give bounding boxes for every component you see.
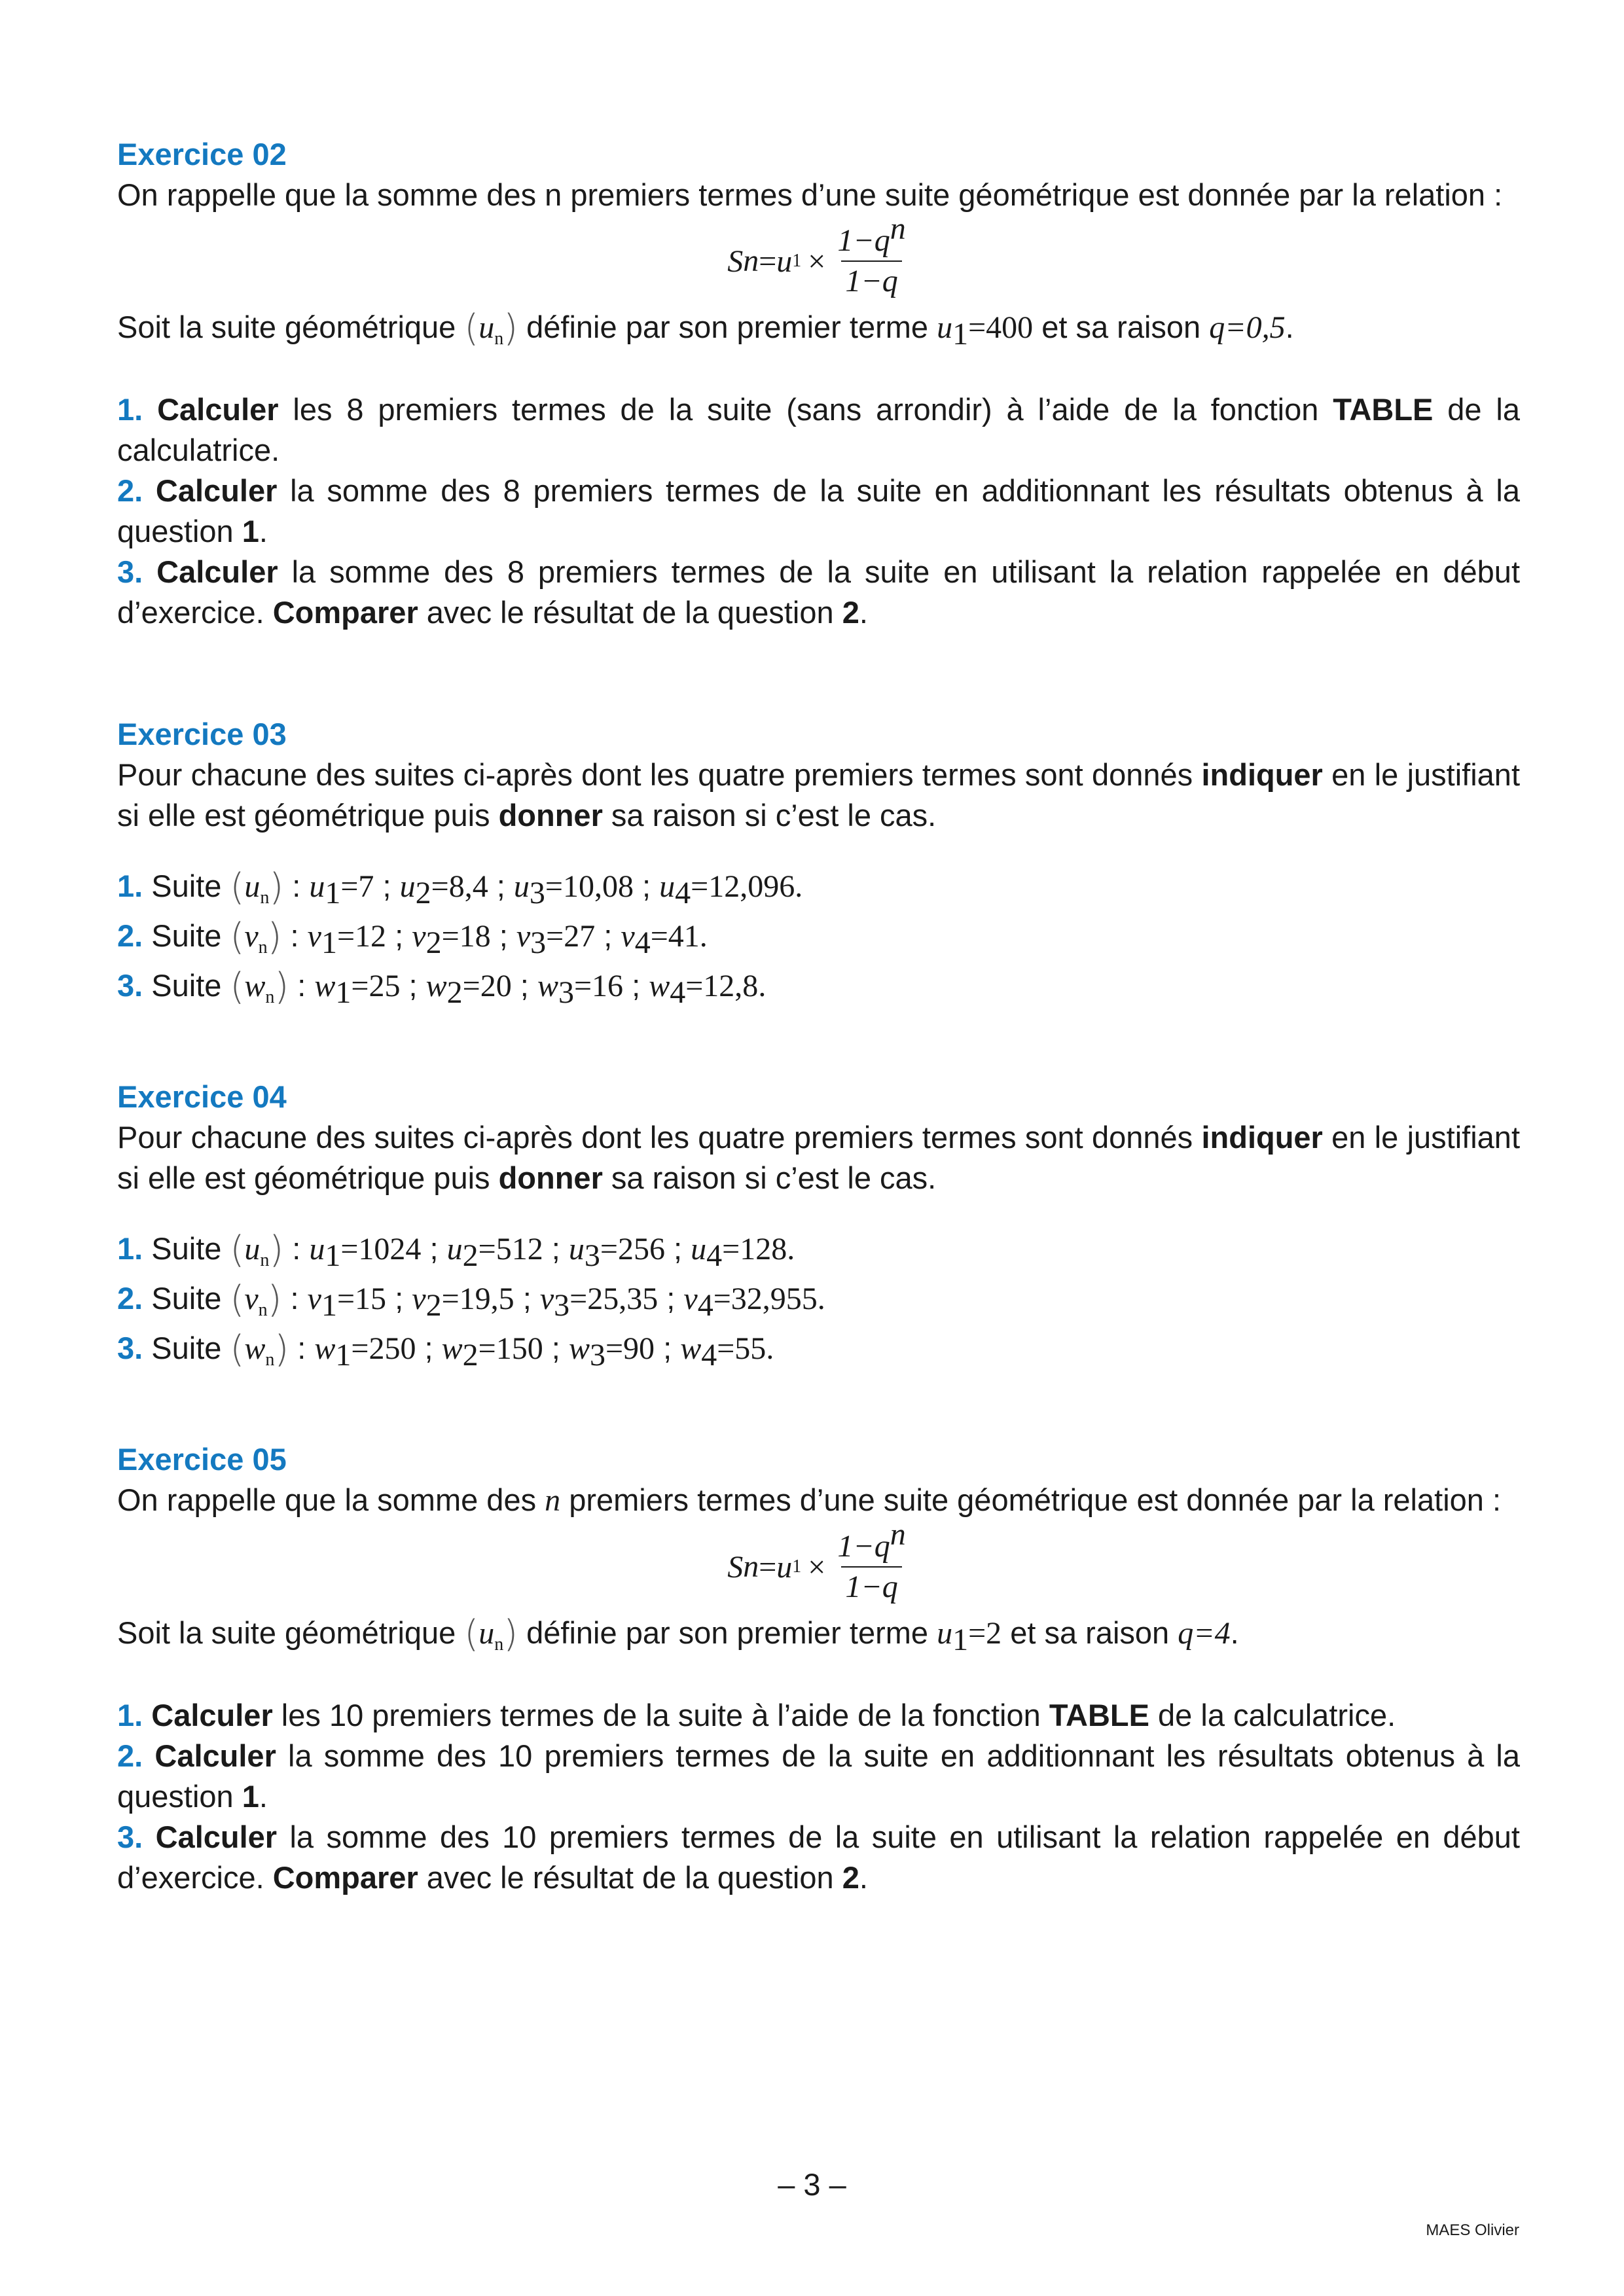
item-number: 1. bbox=[117, 869, 152, 903]
sequence-term: $u_4=12,096$ bbox=[659, 869, 795, 910]
sequence-item: 3. Suite $(w_n)$ : $w_1=25$ ; $w_2=20$ ; $w_3=16$ ; $w_4=12,8$. bbox=[117, 965, 767, 1010]
question-2: 2. Calculer la somme des 8 premiers termes de la suite en additionnant les résultats obtenus à la question 1. bbox=[117, 473, 1520, 548]
item-label: Suite bbox=[151, 1231, 230, 1266]
question-1: 1. Calculer les 8 premiers termes de la suite (sans arrondir) à l’aide de la fonction TABLE de la calculatrice. bbox=[117, 392, 1520, 467]
sequence-term: $w_3=16$ bbox=[537, 969, 624, 1010]
item-label: Suite bbox=[151, 918, 230, 953]
fraction: $\frac{1-q^n}{1-q}$ bbox=[837, 211, 906, 298]
sequence-definition: Soit la suite géométrique $(u_n)$ définie par son premier terme $u_1=400$ et sa raison q=0,5. bbox=[117, 307, 1294, 351]
exercise-intro: On rappelle que la somme des n premiers termes d’une suite géométrique est donnée par la relation : bbox=[117, 177, 1503, 212]
item-label: Suite bbox=[151, 1331, 230, 1365]
sequence-symbol: $u_n$ bbox=[244, 869, 270, 908]
sequence-list bbox=[117, 862, 1520, 1011]
sequence-item: 2. Suite $(v_n)$ : $v_1=12$ ; $v_2=18$ ; $v_3=27$ ; $v_4=41$. bbox=[117, 916, 708, 960]
sequence-symbol: $w_n$ bbox=[244, 969, 275, 1007]
item-number: 2. bbox=[117, 918, 152, 953]
sequence-term: $u_4=128$ bbox=[691, 1232, 787, 1273]
sequence-term: $v_3=25,35$ bbox=[539, 1282, 659, 1323]
item-label: Suite bbox=[151, 968, 230, 1003]
question-3: 3. Calculer la somme des 8 premiers termes de la suite en utilisant la relation rappelée en début d’exercice. Comparer avec le résultat de la question 2. bbox=[117, 554, 1521, 630]
sum-formula: S n = u 1 × $\frac{1-q^n}{1-q}$ bbox=[117, 215, 1520, 307]
sum-formula: S n = u 1 × $\frac{1-q^n}{1-q}$ bbox=[117, 1521, 1520, 1613]
fraction: $\frac{1-q^n}{1-q}$ bbox=[837, 1517, 906, 1604]
exercise-intro: Pour chacune des suites ci-après dont les quatre premiers termes sont donnés indiquer en le justifiant si elle est géométrique puis donner sa raison si c’est le cas. bbox=[117, 757, 1521, 833]
sequence-item: 1. Suite $(u_n)$ : $u_1=7$ ; $u_2=8,4$ ; $u_3=10,08$ ; $u_4=12,096$. bbox=[117, 866, 803, 910]
item-number: 2. bbox=[117, 1281, 152, 1316]
sequence-symbol: $v_n$ bbox=[244, 1282, 268, 1320]
sequence-term: $w_3=90$ bbox=[568, 1331, 655, 1372]
exercise-title: Exercice 04 bbox=[117, 1079, 287, 1114]
exercise-03 bbox=[117, 714, 1520, 1011]
sequence-term: $v_2=19,5$ bbox=[412, 1282, 514, 1323]
sequence-item: 1. Suite $(u_n)$ : $u_1=1024$ ; $u_2=512$ ; $u_3=256$ ; $u_4=128$. bbox=[117, 1229, 795, 1273]
sequence-term: $u_2=512$ bbox=[446, 1232, 543, 1273]
sequence-term: $v_1=15$ bbox=[307, 1282, 387, 1323]
sequence-term: $v_2=18$ bbox=[412, 919, 491, 960]
sequence-list bbox=[117, 1225, 1520, 1374]
document-body bbox=[117, 134, 1520, 1898]
exercise-04 bbox=[117, 1077, 1520, 1374]
item-number: 3. bbox=[117, 968, 152, 1003]
sequence-symbol: $u_n$ bbox=[244, 1232, 270, 1270]
question-2: 2. Calculer la somme des 10 premiers termes de la suite en additionnant les résultats obtenus à la question 1. bbox=[117, 1738, 1521, 1814]
sequence-definition: Soit la suite géométrique $(u_n)$ définie par son premier terme $u_1=2$ et sa raison q=4. bbox=[117, 1613, 1239, 1657]
sequence-term: $v_4=32,955$ bbox=[683, 1282, 818, 1323]
exercise-02 bbox=[117, 134, 1520, 633]
question-3: 3. Calculer la somme des 10 premiers termes de la suite en utilisant la relation rappelée en début d’exercice. Comparer avec le résultat de la question 2. bbox=[117, 1820, 1520, 1895]
sequence-term: $v_4=41$ bbox=[621, 919, 700, 960]
sequence-item: 3. Suite $(w_n)$ : $w_1=250$ ; $w_2=150$ ; $w_3=90$ ; $w_4=55$. bbox=[117, 1328, 774, 1372]
sequence-term: $u_3=10,08$ bbox=[513, 869, 634, 910]
item-number: 1. bbox=[117, 1231, 152, 1266]
exercise-intro: Pour chacune des suites ci-après dont les quatre premiers termes sont donnés indiquer en le justifiant si elle est géométrique puis donner sa raison si c’est le cas. bbox=[117, 1120, 1521, 1195]
sequence-term: $v_1=12$ bbox=[307, 919, 387, 960]
sequence-term: $u_1=7$ bbox=[309, 869, 374, 910]
page-number: – 3 – bbox=[778, 2167, 846, 2202]
exercise-title: Exercice 05 bbox=[117, 1442, 287, 1477]
item-label: Suite bbox=[151, 869, 230, 903]
sequence-term: $w_4=55$ bbox=[680, 1331, 767, 1372]
exercise-title: Exercice 03 bbox=[117, 717, 287, 751]
sequence-term: $u_3=256$ bbox=[568, 1232, 665, 1273]
author-name: MAES Olivier bbox=[1426, 2221, 1519, 2239]
sequence-symbol: $v_n$ bbox=[244, 919, 268, 958]
item-number: 3. bbox=[117, 1331, 152, 1365]
sequence-term: $u_2=8,4$ bbox=[399, 869, 488, 910]
item-label: Suite bbox=[151, 1281, 230, 1316]
exercise-intro: On rappelle que la somme des n premiers termes d’une suite géométrique est donnée par la relation : bbox=[117, 1482, 1502, 1518]
sequence-term: $v_3=27$ bbox=[516, 919, 596, 960]
exercise-05 bbox=[117, 1439, 1520, 1898]
sequence-item: 2. Suite $(v_n)$ : $v_1=15$ ; $v_2=19,5$ ; $v_3=25,35$ ; $v_4=32,955$. bbox=[117, 1278, 825, 1323]
sequence-term: $w_2=150$ bbox=[441, 1331, 543, 1372]
exercise-title: Exercice 02 bbox=[117, 137, 287, 171]
sequence-term: $w_1=25$ bbox=[314, 969, 401, 1010]
sequence-symbol: $w_n$ bbox=[244, 1331, 275, 1370]
sequence-term: $u_1=1024$ bbox=[309, 1232, 422, 1273]
sequence-term: $w_4=12,8$ bbox=[649, 969, 759, 1010]
question-1: 1. Calculer les 10 premiers termes de la suite à l’aide de la fonction TABLE de la calculatrice. bbox=[117, 1698, 1396, 1732]
sequence-term: $w_1=250$ bbox=[314, 1331, 416, 1372]
sequence-term: $w_2=20$ bbox=[425, 969, 512, 1010]
